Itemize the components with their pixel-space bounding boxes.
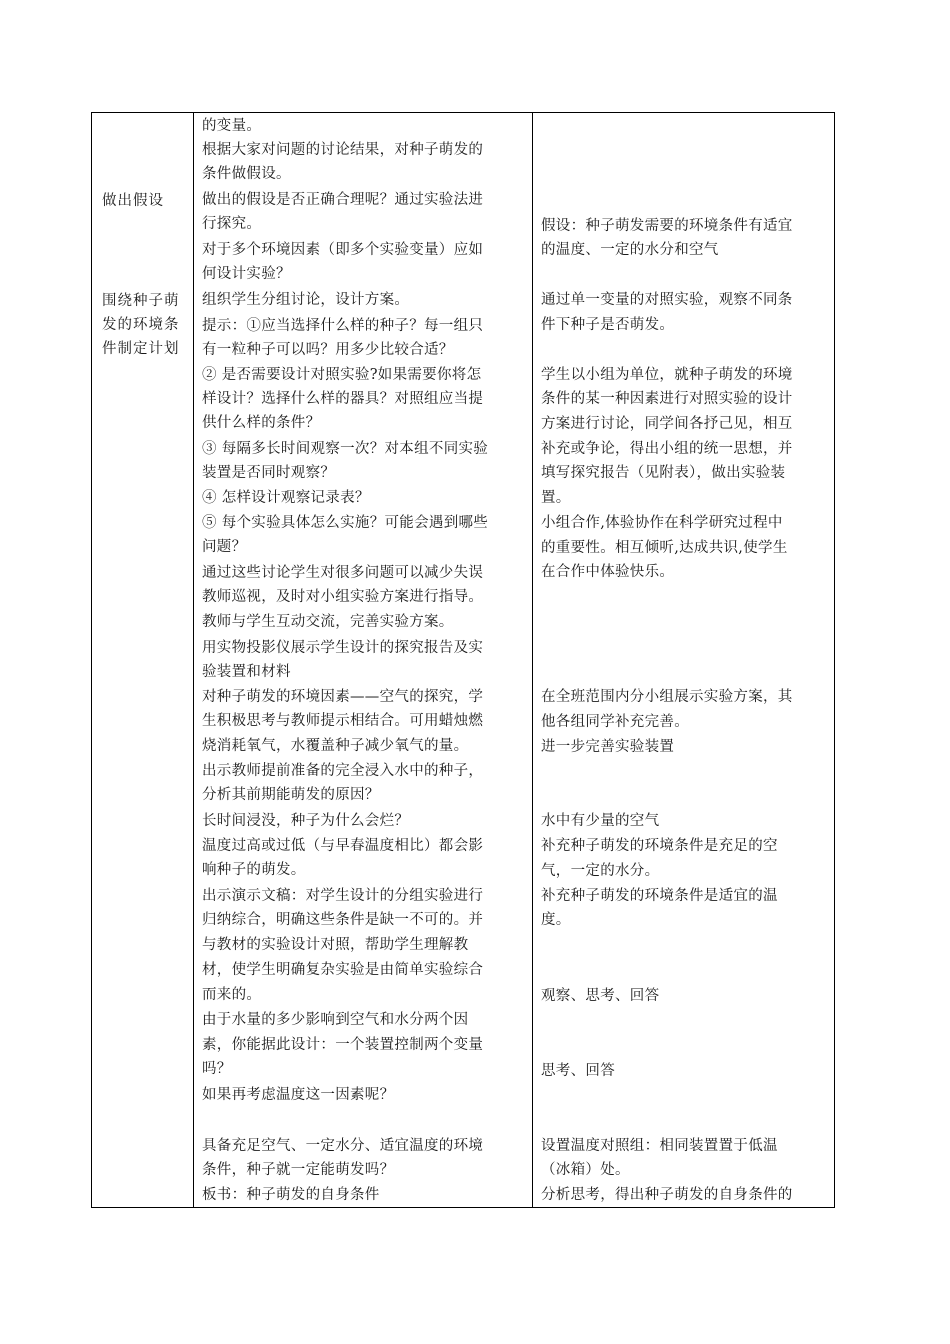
text-line: 在全班范围内分小组展示实验方案，其	[541, 689, 793, 705]
text-line: 的温度、一定的水分和空气	[541, 242, 719, 258]
text-line: 补充或争论，得出小组的统一思想，并	[541, 441, 793, 457]
text-line: 提示：①应当选择什么样的种子？每一组只	[202, 318, 484, 334]
text-line: 归纳综合，明确这些条件是缺一不可的。并	[202, 912, 484, 928]
text-line: 设置温度对照组：相同装置置于低温	[541, 1138, 778, 1154]
text-line: 响种子的萌发。	[202, 862, 306, 878]
text-line: 而来的。	[202, 987, 262, 1003]
text-line: 长时间浸没，种子为什么会烂？	[202, 813, 410, 829]
stage-label: 围绕种子萌	[102, 293, 180, 309]
text-line: 进一步完善实验装置	[541, 739, 675, 755]
text-line: 分析思考，得出种子萌发的自身条件的	[541, 1187, 793, 1203]
text-line: 用实物投影仪展示学生设计的探究报告及实	[202, 640, 484, 656]
stage-label: 件制定计划	[102, 341, 180, 357]
text-line: 置。	[541, 490, 571, 506]
text-line: 条件，种子就一定能萌发吗？	[202, 1162, 395, 1178]
text-line: 填写探究报告（见附表），做出实验装	[541, 465, 786, 481]
text-line: 素，你能据此设计：一个装置控制两个变量	[202, 1037, 484, 1053]
stage-column	[92, 113, 193, 1207]
text-line: 补充种子萌发的环境条件是充足的空	[541, 838, 778, 854]
text-line: 装置是否同时观察？	[202, 465, 336, 481]
text-line: 样设计？选择什么样的器具？对照组应当提	[202, 391, 484, 407]
text-line: 他各组同学补充完善。	[541, 714, 689, 730]
text-line: 水中有少量的空气	[541, 813, 660, 829]
lesson-plan-table	[91, 112, 835, 1208]
text-line: 对于多个环境因素（即多个实验变量）应如	[202, 242, 484, 258]
text-line: 具备充足空气、一定水分、适宜温度的环境	[202, 1138, 484, 1154]
text-line: 补充种子萌发的环境条件是适宜的温	[541, 888, 778, 904]
text-line: 出示演示文稿：对学生设计的分组实验进行	[202, 888, 484, 904]
text-line: 教师与学生互动交流，完善实验方案。	[202, 614, 454, 630]
text-line: ② 是否需要设计对照实验?如果需要你将怎	[202, 367, 482, 383]
text-line: 出示教师提前准备的完全浸入水中的种子，	[202, 763, 484, 779]
text-line: 的变量。	[202, 118, 262, 134]
text-line: 观察、思考、回答	[541, 988, 660, 1004]
student-activity-column	[533, 113, 835, 1207]
text-line: 的重要性。相互倾听,达成共识,使学生	[541, 540, 788, 556]
text-line: 供什么样的条件？	[202, 415, 321, 431]
stage-label: 做出假设	[102, 193, 164, 209]
text-line: 验装置和材料	[202, 664, 291, 680]
text-line: 度。	[541, 912, 571, 928]
text-line: 何设计实验？	[202, 266, 291, 282]
text-line: 件下种子是否萌发。	[541, 317, 675, 333]
text-line: 组织学生分组讨论，设计方案。	[202, 292, 410, 308]
text-line: 问题？	[202, 539, 247, 555]
text-line: 思考、回答	[541, 1063, 615, 1079]
text-line: 与教材的实验设计对照，帮助学生理解教	[202, 937, 469, 953]
teacher-activity-column	[194, 113, 532, 1207]
text-line: 吗？	[202, 1061, 232, 1077]
text-line: 由于水量的多少影响到空气和水分两个因	[202, 1012, 469, 1028]
text-line: 假设：种子萌发需要的环境条件有适宜	[541, 218, 793, 234]
text-line: 板书：种子萌发的自身条件	[202, 1187, 380, 1203]
text-line: 分析其前期能萌发的原因？	[202, 787, 380, 803]
stage-label: 发的环境条	[102, 317, 180, 333]
text-line: ⑤ 每个实验具体怎么实施？可能会遇到哪些	[202, 515, 489, 531]
text-line: 通过单一变量的对照实验，观察不同条	[541, 292, 793, 308]
text-line: ③ 每隔多长时间观察一次？对本组不同实验	[202, 441, 489, 457]
text-line: 学生以小组为单位，就种子萌发的环境	[541, 367, 793, 383]
text-line: 如果再考虑温度这一因素呢？	[202, 1087, 395, 1103]
text-line: （冰箱）处。	[541, 1162, 630, 1178]
text-line: 烧消耗氧气，水覆盖种子减少氧气的量。	[202, 738, 469, 754]
text-line: ④ 怎样设计观察记录表？	[202, 490, 370, 506]
text-line: 通过这些讨论学生对很多问题可以减少失误	[202, 565, 484, 581]
text-line: 根据大家对问题的讨论结果，对种子萌发的	[202, 142, 484, 158]
text-line: 做出的假设是否正确合理呢？通过实验法进	[202, 192, 484, 208]
text-line: 温度过高或过低（与早春温度相比）都会影	[202, 838, 484, 854]
text-line: 生积极思考与教师提示相结合。可用蜡烛燃	[202, 713, 484, 729]
text-line: 教师巡视，及时对小组实验方案进行指导。	[202, 589, 484, 605]
text-line: 小组合作,体验协作在科学研究过程中	[541, 515, 783, 531]
text-line: 材，使学生明确复杂实验是由简单实验综合	[202, 962, 484, 978]
text-line: 条件的某一种因素进行对照实验的设计	[541, 391, 793, 407]
text-line: 在合作中体验快乐。	[541, 564, 675, 580]
text-line: 方案进行讨论，同学间各抒己见，相互	[541, 416, 793, 432]
text-line: 对种子萌发的环境因素——空气的探究，学	[202, 689, 484, 705]
text-line: 气，一定的水分。	[541, 863, 660, 879]
text-line: 行探究。	[202, 216, 262, 232]
text-line: 有一粒种子可以吗？用多少比较合适？	[202, 342, 454, 358]
text-line: 条件做假设。	[202, 166, 291, 182]
